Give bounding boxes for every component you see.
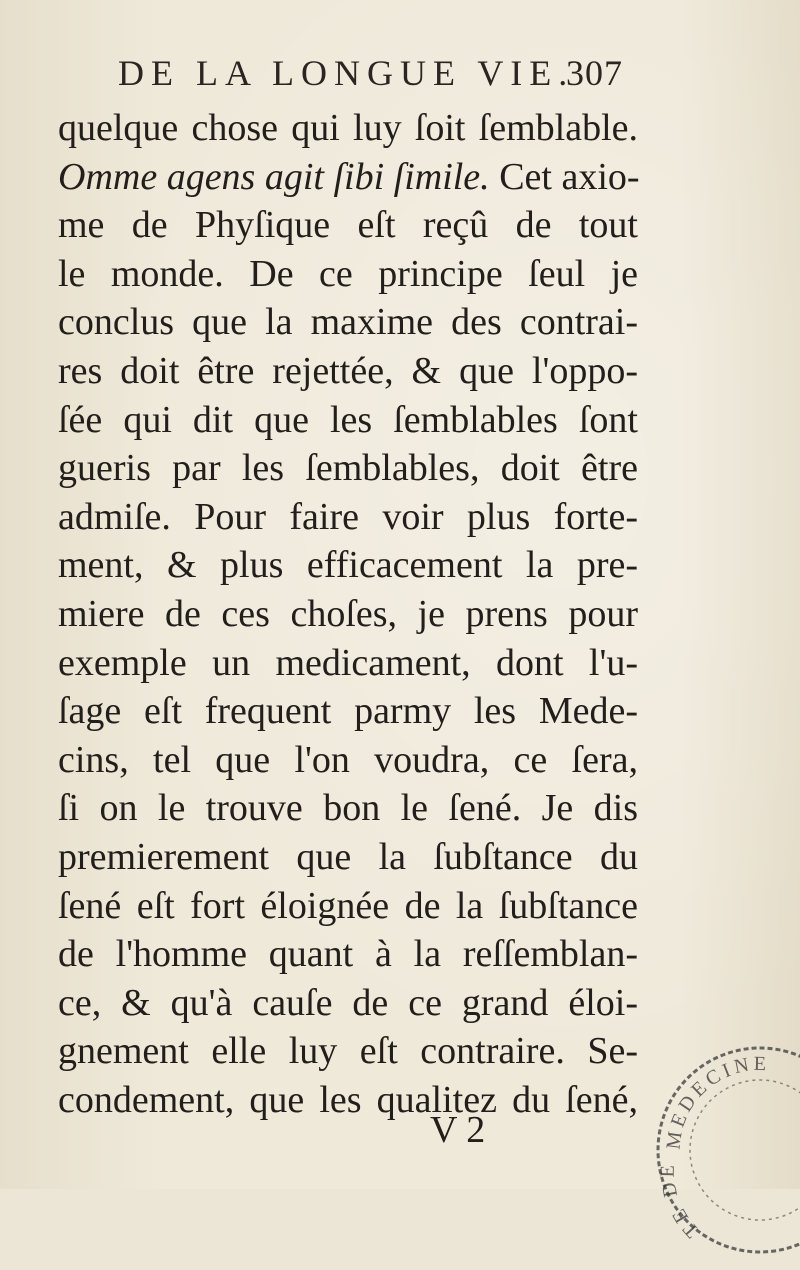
text-line-latin-quote	[58, 153, 638, 202]
text-line: ſi on le trouve bon le ſené. Je dis	[58, 787, 638, 830]
text-line: ſené eſt fort éloignée de la ſubſtance	[58, 884, 638, 927]
text-line: exemple un medicament, dont l'u-	[58, 641, 638, 684]
text-line: ſage eſt frequent parmy les Mede-	[58, 690, 638, 733]
text-line: quelque chose qui luy ſoit ſemblable.	[58, 107, 638, 149]
text-line: gueris par les ſemblables, doit être	[58, 447, 638, 490]
text-line: conclus que la maxime des contrai-	[58, 301, 638, 344]
stamp-side-text-path: TE DE	[656, 1160, 704, 1242]
text-line: condement, que les qualitez du ſené,	[58, 1078, 638, 1121]
text-line: ment, & plus efficacement la pre-	[58, 544, 638, 587]
stamp-side-text	[657, 1161, 704, 1242]
text-line: miere de ces choſes, je prens pour	[58, 592, 638, 635]
text-line: res doit être rejettée, & que l'oppo-	[58, 349, 638, 392]
text-line: ce, & qu'à cauſe de ce grand éloi-	[58, 981, 638, 1024]
text-line: admiſe. Pour faire voir plus forte-	[58, 495, 638, 538]
latin-quote: Omme agens agit ſibi ſimile.	[58, 155, 490, 198]
text-line-tail: Cet axio-	[499, 155, 640, 198]
text-line: gnement elle luy eſt contraire. Se-	[58, 1030, 638, 1073]
running-header	[118, 52, 638, 104]
text-line: de l'homme quant à la reſſemblan-	[58, 933, 638, 976]
text-line: le monde. De ce principe ſeul je	[58, 252, 638, 295]
body-text	[58, 104, 638, 1124]
stamp-inner-ring	[690, 1080, 800, 1220]
running-title: DE LA LONGUE VIE.	[118, 53, 575, 93]
text-line: premierement que la ſubſtance du	[58, 835, 638, 878]
page-number: 307	[566, 53, 623, 93]
stamp-top-text-path: MEDECINE	[662, 1052, 771, 1151]
text-line: ſée qui dit que les ſemblables ſont	[58, 398, 638, 441]
stamp-top-text	[662, 1053, 770, 1151]
text-line: cins, tel que l'on voudra, ce ſera,	[58, 738, 638, 781]
text-line: me de Phyſique eſt reçû de tout	[58, 204, 638, 247]
signature-mark: V 2	[430, 1109, 486, 1151]
library-stamp	[640, 1030, 800, 1270]
